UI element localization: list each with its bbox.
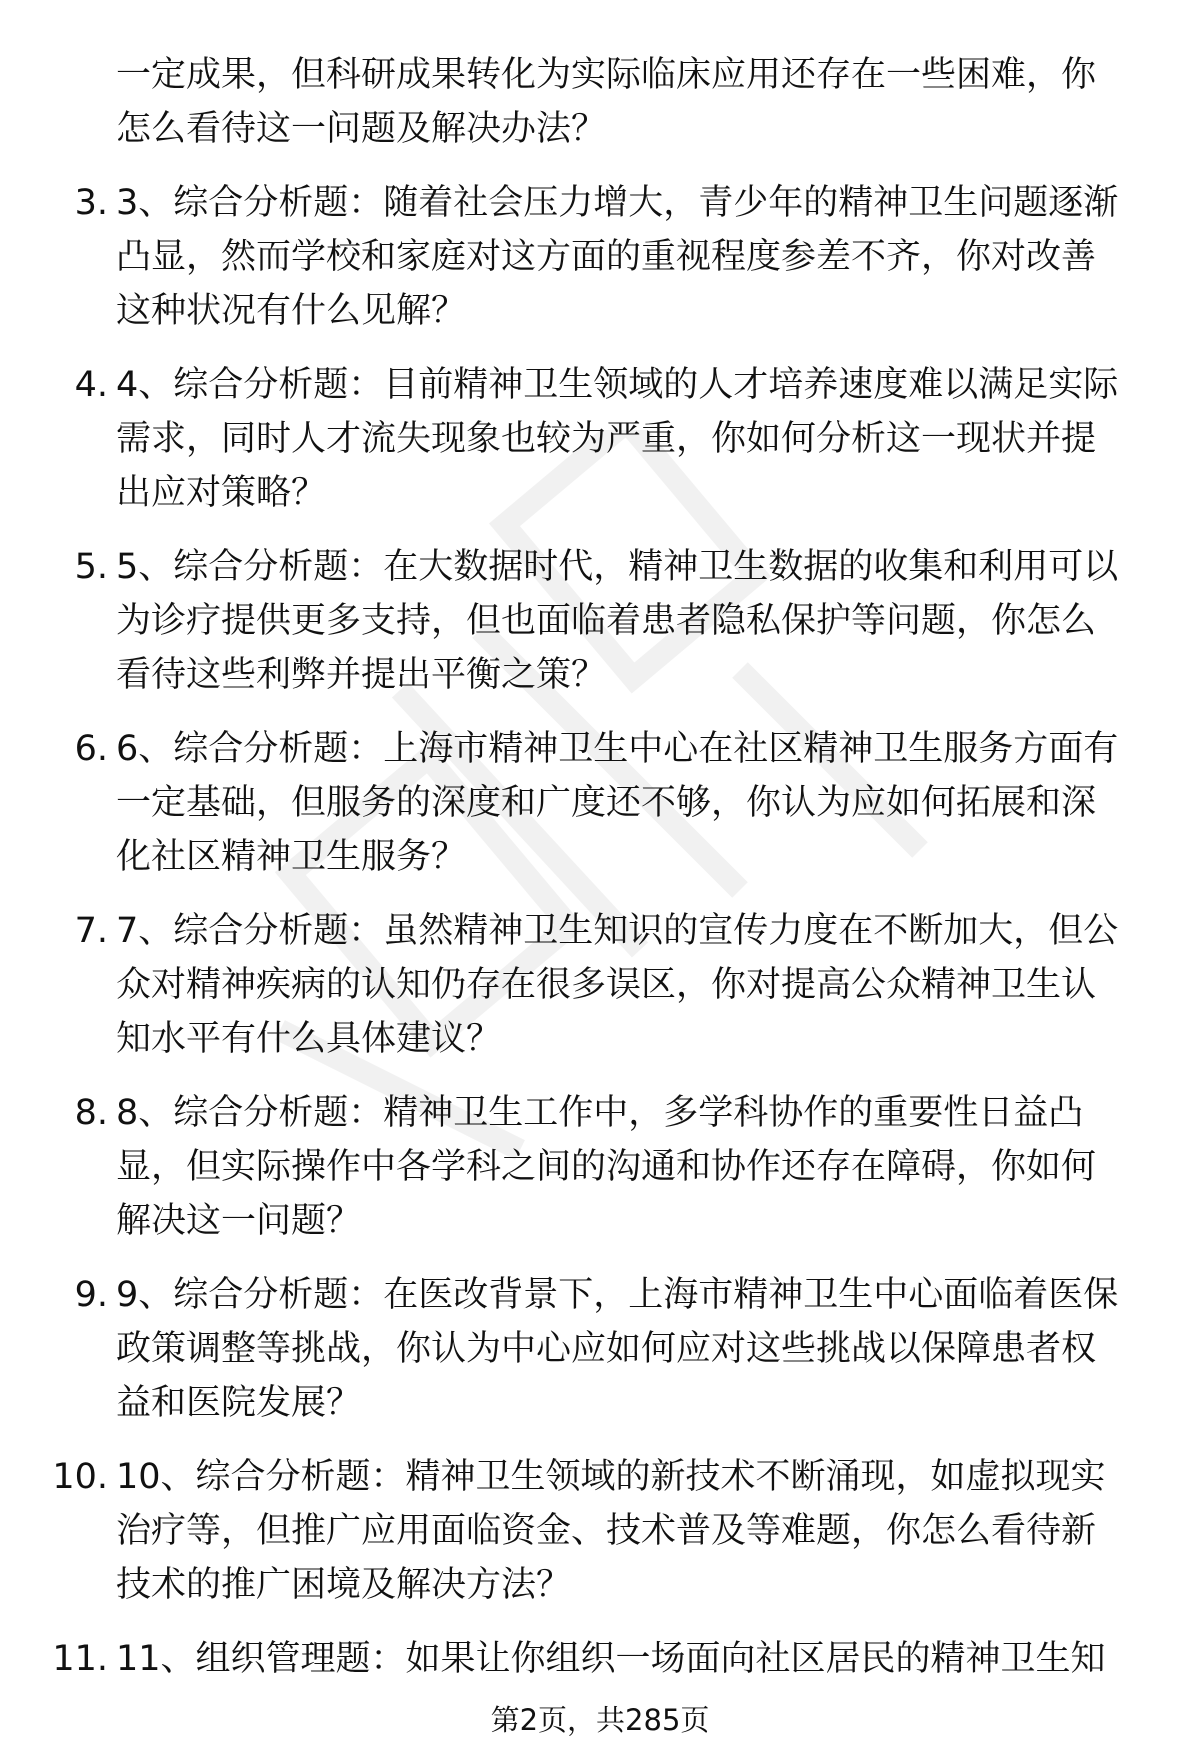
list-item-text-line: 10、综合分析题：精神卫生领域的新技术不断涌现，如虚拟现实 [116,1457,1106,1497]
list-item-number: 4. [74,365,108,405]
list-item-text-line: 技术的推广困境及解决方法？ [116,1565,572,1605]
list-item-text-line: 7、综合分析题：虽然精神卫生知识的宣传力度在不断加大，但公 [116,911,1119,951]
list-item-text-line: 6、综合分析题：上海市精神卫生中心在社区精神卫生服务方面有 [116,729,1119,769]
list-item-text-line: 益和医院发展？ [116,1383,362,1423]
list-item-text-line: 3、综合分析题：随着社会压力增大，青少年的精神卫生问题逐渐 [116,183,1119,223]
list-item-number: 8. [74,1093,108,1133]
list-item-text-line: 怎么看待这一问题及解决办法？ [116,109,607,149]
list-item-text-line: 一定成果，但科研成果转化为实际临床应用还存在一些困难，你 [116,55,1097,95]
list-item-text-line: 出应对策略？ [116,473,327,513]
list-item-number: 5. [74,547,108,587]
list-item-text-line: 为诊疗提供更多支持，但也面临着患者隐私保护等问题，你怎么 [116,601,1097,641]
list-item-text-line: 众对精神疾病的认知仍存在很多误区，你对提高公众精神卫生认 [116,965,1097,1005]
list-item-text-line: 看待这些利弊并提出平衡之策？ [116,655,607,695]
list-item-number: 6. [74,729,108,769]
list-item-number: 11. [52,1639,108,1679]
list-item-text-line: 11、组织管理题：如果让你组织一场面向社区居民的精神卫生知 [116,1639,1106,1679]
list-item-text-line: 凸显，然而学校和家庭对这方面的重视程度参差不齐，你对改善 [116,237,1097,277]
list-item-number: 3. [74,183,108,223]
list-item-text-line: 政策调整等挑战，你认为中心应如何应对这些挑战以保障患者权 [116,1329,1097,1369]
list-item-text-line: 9、综合分析题：在医改背景下，上海市精神卫生中心面临着医保 [116,1275,1119,1315]
list-item-text-line: 化社区精神卫生服务？ [116,837,467,877]
list-item-text-line: 5、综合分析题：在大数据时代，精神卫生数据的收集和利用可以 [116,547,1119,587]
list-item-text-line: 8、综合分析题：精神卫生工作中，多学科协作的重要性日益凸 [116,1093,1084,1133]
list-item-text-line: 需求，同时人才流失现象也较为严重，你如何分析这一现状并提 [116,419,1097,459]
page-footer: 第2页，共285页 [490,1703,710,1737]
list-item-text-line: 显，但实际操作中各学科之间的沟通和协作还存在障碍，你如何 [116,1147,1097,1187]
list-item-text-line: 知水平有什么具体建议？ [116,1019,502,1059]
list-item-number: 9. [74,1275,108,1315]
list-item-text-line: 这种状况有什么见解？ [116,291,467,331]
list-item-text-line: 治疗等，但推广应用面临资金、技术普及等难题，你怎么看待新 [116,1511,1097,1551]
list-item-text-line: 一定基础，但服务的深度和广度还不够，你认为应如何拓展和深 [116,783,1097,823]
list-item-text-line: 解决这一问题？ [116,1201,362,1241]
list-item-number: 7. [74,911,108,951]
list-item-text-line: 4、综合分析题：目前精神卫生领域的人才培养速度难以满足实际 [116,365,1119,405]
list-item-number: 10. [52,1457,108,1497]
